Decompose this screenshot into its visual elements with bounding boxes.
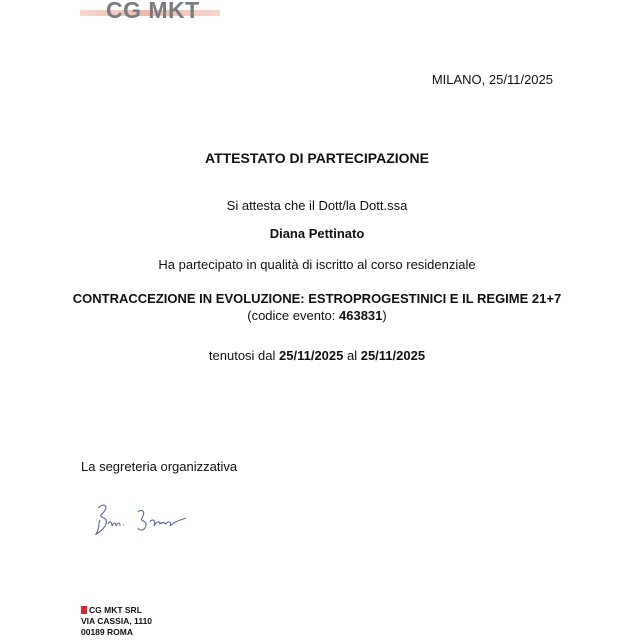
- signature-label: La segreteria organizzativa: [81, 459, 238, 474]
- footer-city: 00189 ROMA: [81, 627, 133, 637]
- place-date: MILANO, 25/11/2025: [431, 72, 553, 87]
- document-title: ATTESTATO DI PARTECIPAZIONE: [205, 150, 429, 166]
- dates-prefix: tenutosi dal: [208, 348, 280, 363]
- course-dates: [60, 348, 574, 363]
- participation-line: Ha partecipato in qualità di iscritto al corso residenziale: [158, 257, 476, 272]
- signature-image: [90, 498, 200, 543]
- course-name: CONTRACCEZIONE IN EVOLUZIONE: ESTROPROGESTINICI E IL REGIME 21+7: [72, 291, 562, 306]
- company-logo-icon: [81, 606, 87, 614]
- course-info: [60, 290, 574, 324]
- course-code: 463831: [339, 308, 383, 323]
- participant-name: Diana Pettinato: [269, 226, 365, 241]
- footer-company: CG MKT SRL: [89, 605, 142, 615]
- attest-line: Si attesta che il Dott/la Dott.ssa: [226, 198, 408, 213]
- course-code-prefix: (codice evento:: [247, 308, 340, 323]
- footer-street: VIA CASSIA, 1110: [81, 616, 153, 626]
- date-to: 25/11/2025: [360, 348, 426, 363]
- dates-middle: al: [343, 348, 361, 363]
- company-logo: [80, 0, 220, 24]
- date-from: 25/11/2025: [279, 348, 344, 363]
- footer-company-line: [81, 605, 152, 616]
- footer-address: [81, 605, 152, 638]
- course-code-suffix: ): [382, 308, 387, 323]
- logo-text: CG MKT: [106, 0, 200, 23]
